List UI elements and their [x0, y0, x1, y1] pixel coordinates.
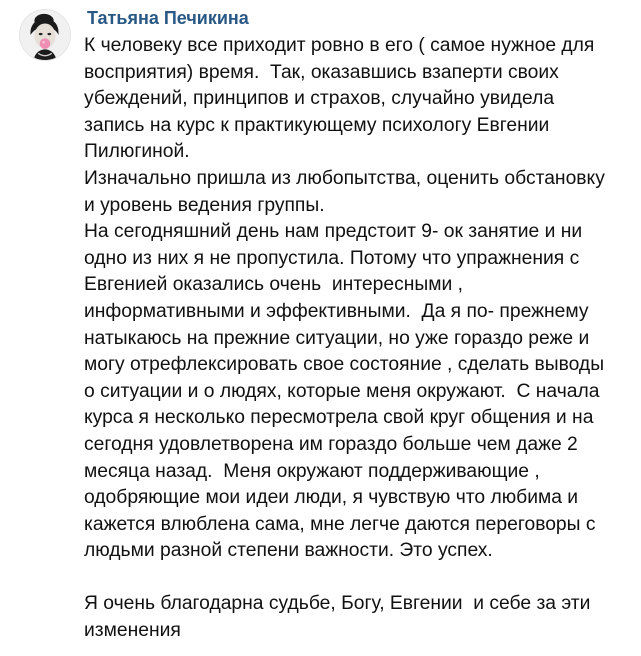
- post-text-line: одобряющие мои идеи люди, я чувствую что любима и: [84, 487, 579, 509]
- post-text-line: восприятия) время. Так, оказавшись взаперти своих: [84, 61, 559, 83]
- paragraph-gap: [84, 565, 632, 592]
- post-text-line: убеждений, принципов и страхов, случайно увидела: [84, 88, 555, 110]
- post-text-line: могу отрефлексировать свое состояние , сделать выводы: [84, 354, 605, 376]
- post-text-line: информативными и эффективными. Да я по- прежнему: [84, 300, 589, 322]
- post-text-line: о ситуации и о людях, которые меня окружают. С начала: [84, 380, 600, 402]
- post-text-line: натыкаюсь на прежние ситуации, но уже гораздо реже и: [84, 327, 590, 349]
- portrait-avatar-icon: [20, 10, 70, 60]
- post-text-line: курса я несколько пересмотрела свой круг общения и на: [84, 407, 594, 429]
- post-text-line: одно из них я не пропустила. Потому что упражнения с: [84, 247, 580, 269]
- author-avatar[interactable]: [19, 9, 71, 61]
- post-text-line: Евгенией оказались очень интересными ,: [84, 274, 463, 296]
- post-text-line: Изначально пришла из любопытства, оценить обстановку: [84, 167, 605, 189]
- post-text-line: Я очень благодарна судьбе, Богу, Евгении и себе за эти: [84, 593, 591, 615]
- post-text-line: изменения: [84, 620, 181, 642]
- post-text-line: запись на курс к практикующему психологу Евгении: [84, 114, 550, 136]
- post-text-line: и уровень ведения группы.: [84, 194, 325, 216]
- post-text-line: На сегодняшний день нам предстоит 9- ок занятие и ни: [84, 221, 583, 243]
- post-text-line: месяца назад. Меня окружают поддерживающие ,: [84, 460, 540, 482]
- post-text: [84, 33, 632, 645]
- post-text-line: К человеку все приходит ровно в его ( самое нужное для: [84, 35, 595, 56]
- post-text-line: Пилюгиной.: [84, 141, 190, 163]
- post-text-line: людьми разной степени важности. Это успех.: [84, 540, 493, 562]
- author-name[interactable]: Татьяна Печикина: [87, 8, 249, 28]
- post-text-line: кажется влюблена сама, мне легче даются переговоры с: [84, 513, 596, 535]
- post-text-line: сегодня удовлетворена им гораздо больше чем даже 2: [84, 433, 578, 455]
